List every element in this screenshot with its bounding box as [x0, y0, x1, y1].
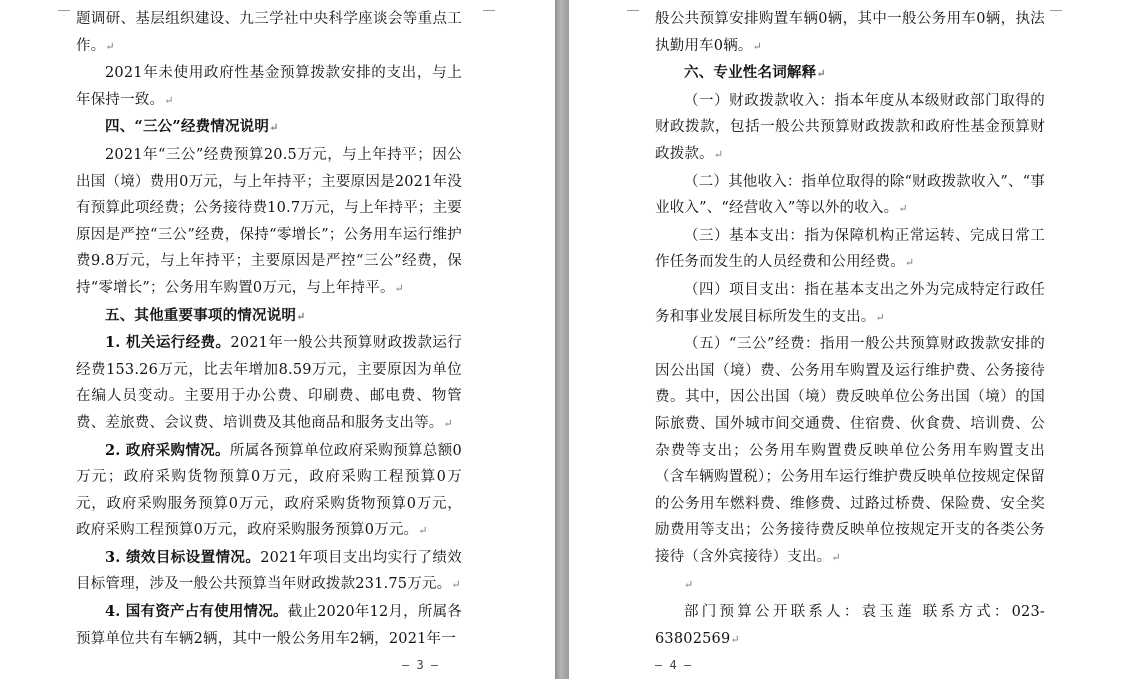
paragraph[interactable]: 2. 政府采购情况。所属各预算单位政府采购预算总额0万元；政府采购货物预算0万元，政府采购工程预算0万元，政府采购服务预算0万元，政府采购货物预算0万元，政府采购工程预算0万元，政府采购服务预算0万元。↵	[76, 441, 462, 539]
paragraph[interactable]: （四）项目支出：指在基本支出之外为完成特定行政任务和事业发展目标所发生的支出。↵	[655, 281, 1045, 325]
paragraph-mark-icon: ↵	[105, 39, 115, 53]
paragraph-mark-icon: ↵	[394, 281, 405, 295]
item-lead: 2. 政府采购情况。	[105, 441, 230, 459]
paragraph-mark-icon: ↵	[418, 524, 428, 538]
section-heading[interactable]: 四、“三公”经费情况说明↵	[105, 118, 279, 136]
paragraph[interactable]: （二）其他收入：指单位取得的除“财政拨款收入”、“事业收入”、“经营收入”等以外的收入。↵	[655, 173, 1045, 217]
paragraph[interactable]: 1. 机关运行经费。2021年一般公共预算财政拨款运行经费153.26万元，比去年增加8.59万元，主要原因为单位在编人员变动。主要用于办公费、印刷费、邮电费、物管费、差旅费、会议费、培训费及其他商品和服务支出等。↵	[76, 334, 462, 431]
paragraph-mark-icon: ↵	[752, 39, 763, 53]
item-lead: 3. 绩效目标设置情况。	[105, 548, 261, 566]
page-corner-mark	[58, 0, 70, 11]
paragraph-mark-icon: ↵	[684, 578, 694, 592]
paragraph-mark-icon: ↵	[816, 67, 826, 81]
paragraph[interactable]: 4. 国有资产占有使用情况。截止2020年12月，所属各预算单位共有车辆2辆，其中一般公务用车2辆，2021年一	[76, 603, 463, 647]
paragraph[interactable]: （一）财政拨款收入：指本年度从本级财政部门取得的财政拨款，包括一般公共预算财政拨款和政府性基金预算财政拨款。↵	[655, 92, 1045, 162]
paragraph[interactable]: （三）基本支出：指为保障机构正常运转、完成日常工作任务而发生的人员经费和公用经费。↵	[655, 227, 1045, 271]
page-corner-mark	[1050, 0, 1062, 11]
paragraph-mark-icon: ↵	[269, 121, 279, 135]
document-page-4	[569, 0, 1122, 679]
paragraph-mark-icon: ↵	[875, 310, 885, 324]
page-corner-mark	[483, 0, 495, 11]
contact-line[interactable]: 部门预算公开联系人：袁玉莲 联系方式：023-63802569↵	[655, 604, 1045, 647]
paragraph[interactable]: 3. 绩效目标设置情况。2021年项目支出均实行了绩效目标管理，涉及一般公共预算当年财政拨款231.75万元。↵	[76, 548, 462, 593]
section-heading[interactable]: 五、其他重要事项的情况说明↵	[105, 306, 306, 324]
paragraph[interactable]: （五）“三公”经费：指用一般公共预算财政拨款安排的因公出国（境）费、公务用车购置及运行维护费、公务接待费。其中，因公出国（境）费反映单位公务出国（境）的国际旅费、国外城市间交通费、住宿费、伙食费、培训费、公杂费等支出；公务用车购置费反映单位公务用车购置支出（含车辆购置税）；公务用车运行维护费反映单位按规定保留的公务用车燃料费、维修费、过路过桥费、保险费、安全奖励费用等支出；公务接待费反映单位按规定开支的各类公务接待（含外宾接待）支出。↵	[655, 336, 1045, 565]
paragraph-mark-icon: ↵	[831, 550, 841, 564]
page-gap	[555, 0, 569, 679]
paragraph[interactable]: 题调研、基层组织建设、九三学社中央科学座谈会等重点工作。↵	[76, 11, 462, 54]
empty-paragraph[interactable]	[655, 571, 1045, 599]
paragraph[interactable]: 2021年“三公”经费预算20.5万元，与上年持平；因公出国（境）费用0万元，与上年持平；主要原因是2021年没有预算此项经费；公务接待费10.7万元，与上年持平；主要原因是严控“三公”经费，保持“零增长”；公务用车运行维护费9.8万元，与上年持平；主要原因是严控“三公”经费，保持“零增长”；公务用车购置0万元，与上年持平。↵	[76, 146, 462, 296]
item-lead: 4. 国有资产占有使用情况。	[105, 603, 288, 621]
paragraph[interactable]: 2021年未使用政府性基金预算拨款安排的支出，与上年保持一致。↵	[76, 65, 462, 108]
page-number: — 4 —	[655, 658, 692, 672]
section-heading[interactable]: 六、专业性名词解释↵	[684, 64, 826, 82]
paragraph-mark-icon: ↵	[730, 632, 740, 646]
paragraph-mark-icon: ↵	[443, 416, 453, 430]
paragraph-mark-icon: ↵	[904, 256, 915, 270]
item-lead: 1. 机关运行经费。	[105, 334, 231, 352]
page-3-body[interactable]	[76, 6, 462, 652]
page-4-body[interactable]	[655, 6, 1045, 653]
paragraph-mark-icon: ↵	[898, 202, 908, 216]
paragraph-mark-icon: ↵	[451, 578, 461, 592]
page-corner-mark	[627, 0, 639, 11]
paragraph-mark-icon: ↵	[296, 309, 306, 323]
document-page-3	[0, 0, 555, 679]
paragraph[interactable]: 般公共预算安排购置车辆0辆，其中一般公务用车0辆，执法执勤用车0辆。↵	[655, 11, 1045, 54]
paragraph-mark-icon: ↵	[164, 93, 174, 107]
page-number: — 3 —	[402, 658, 439, 672]
paragraph-mark-icon: ↵	[713, 147, 724, 161]
